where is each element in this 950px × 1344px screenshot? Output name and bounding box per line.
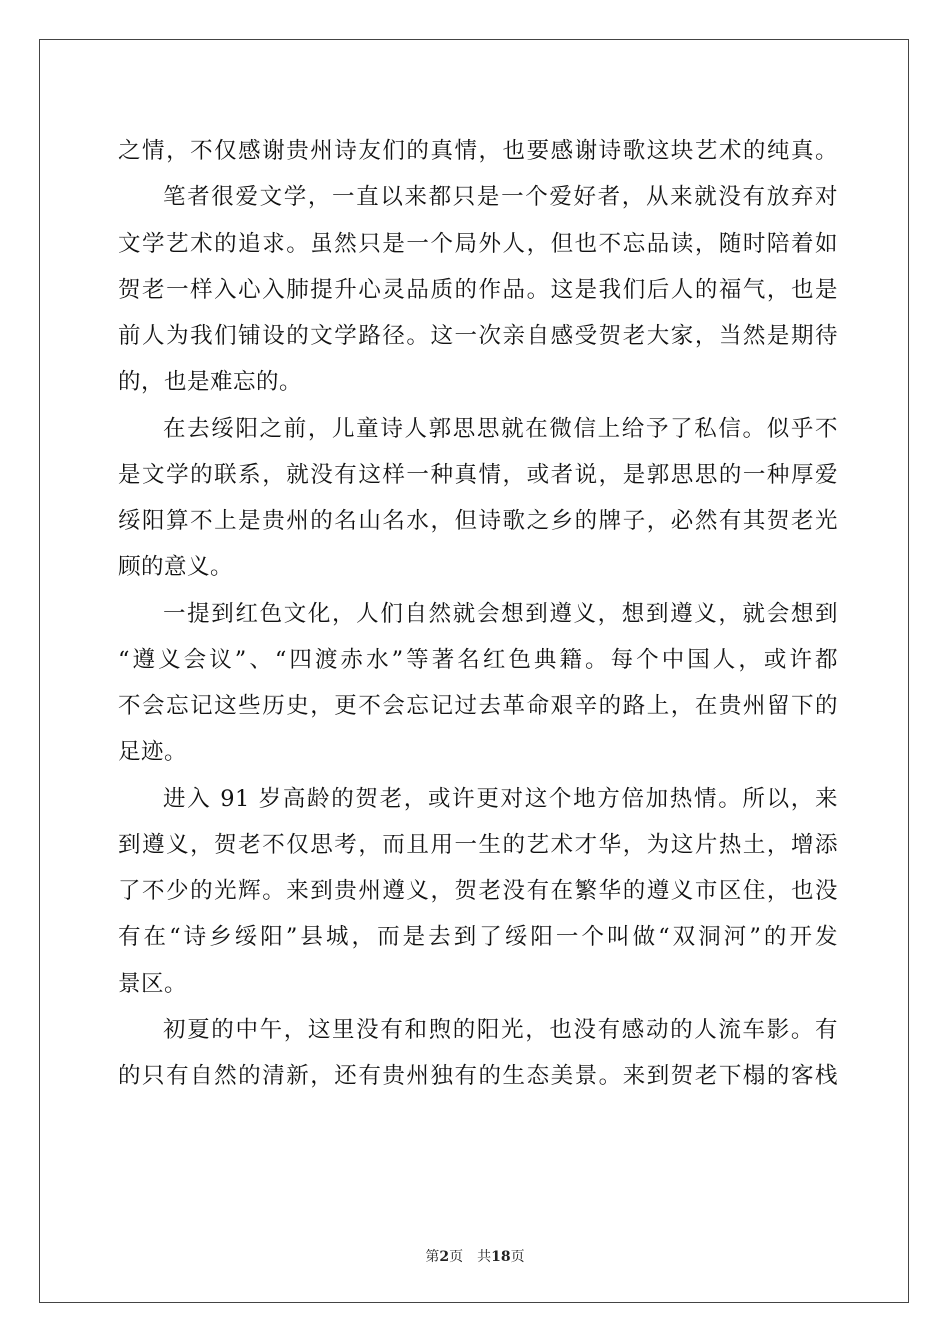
- text-line: 景区。: [118, 970, 188, 997]
- page-suffix: 页: [449, 1249, 464, 1265]
- text-line: 的只有自然的清新，还有贵州独有的生态美景。来到贺老下榻的客栈: [118, 1063, 838, 1089]
- text-line: 初夏的中午，这里没有和煦的阳光，也没有感动的人流车影。有: [163, 1016, 838, 1043]
- text-line: 足迹。: [118, 739, 188, 766]
- page-number: 2: [439, 1249, 450, 1265]
- text-line: 顾的意义。: [118, 554, 234, 581]
- text-line: 了不少的光辉。来到贵州遵义，贺老没有在繁华的遵义市区住，也没: [118, 878, 838, 904]
- text-line: 有在“诗乡绥阳”县城，而是去到了绥阳一个叫做“双洞河”的开发: [118, 924, 838, 951]
- total-prefix: 共: [477, 1249, 492, 1265]
- total-suffix: 页: [510, 1249, 525, 1265]
- text-line: 是文学的联系，就没有这样一种真情，或者说，是郭思思的一种厚爱: [118, 461, 838, 488]
- text-line: 贺老一样入心入肺提升心灵品质的作品。这是我们后人的福气，也是: [118, 276, 838, 303]
- document-body: [118, 128, 838, 1099]
- text-line: 之情，不仅感谢贵州诗友们的真情，也要感谢诗歌这块艺术的纯真。: [118, 138, 838, 164]
- text-line: 进入 91 岁高龄的贺老，或许更对这个地方倍加热情。所以，来: [163, 785, 838, 812]
- text-line: 不会忘记这些历史，更不会忘记过去革命艰辛的路上，在贵州留下的: [118, 693, 838, 719]
- page-footer: [0, 1246, 950, 1266]
- text-line: 前人为我们铺设的文学路径。这一次亲自感受贺老大家，当然是期待: [118, 323, 838, 349]
- text-line: 到遵义，贺老不仅思考，而且用一生的艺术才华，为这片热土，增添: [118, 831, 838, 858]
- text-line: 一提到红色文化，人们自然就会想到遵义，想到遵义，就会想到: [163, 600, 838, 627]
- text-line: “遵义会议”、“四渡赤水”等著名红色典籍。每个中国人，或许都: [118, 646, 838, 673]
- text-line: 绥阳算不上是贵州的名山名水，但诗歌之乡的牌子，必然有其贺老光: [118, 508, 838, 534]
- text-line: 在去绥阳之前，儿童诗人郭思思就在微信上给予了私信。似乎不: [163, 415, 838, 442]
- page-prefix: 第: [425, 1249, 440, 1265]
- text-line: 笔者很爱文学，一直以来都只是一个爱好者，从来就没有放弃对: [163, 184, 838, 211]
- text-line: 文学艺术的追求。虽然只是一个局外人，但也不忘品读，随时陪着如: [118, 230, 838, 257]
- total-pages: 18: [491, 1249, 511, 1265]
- text-line: 的，也是难忘的。: [118, 369, 303, 396]
